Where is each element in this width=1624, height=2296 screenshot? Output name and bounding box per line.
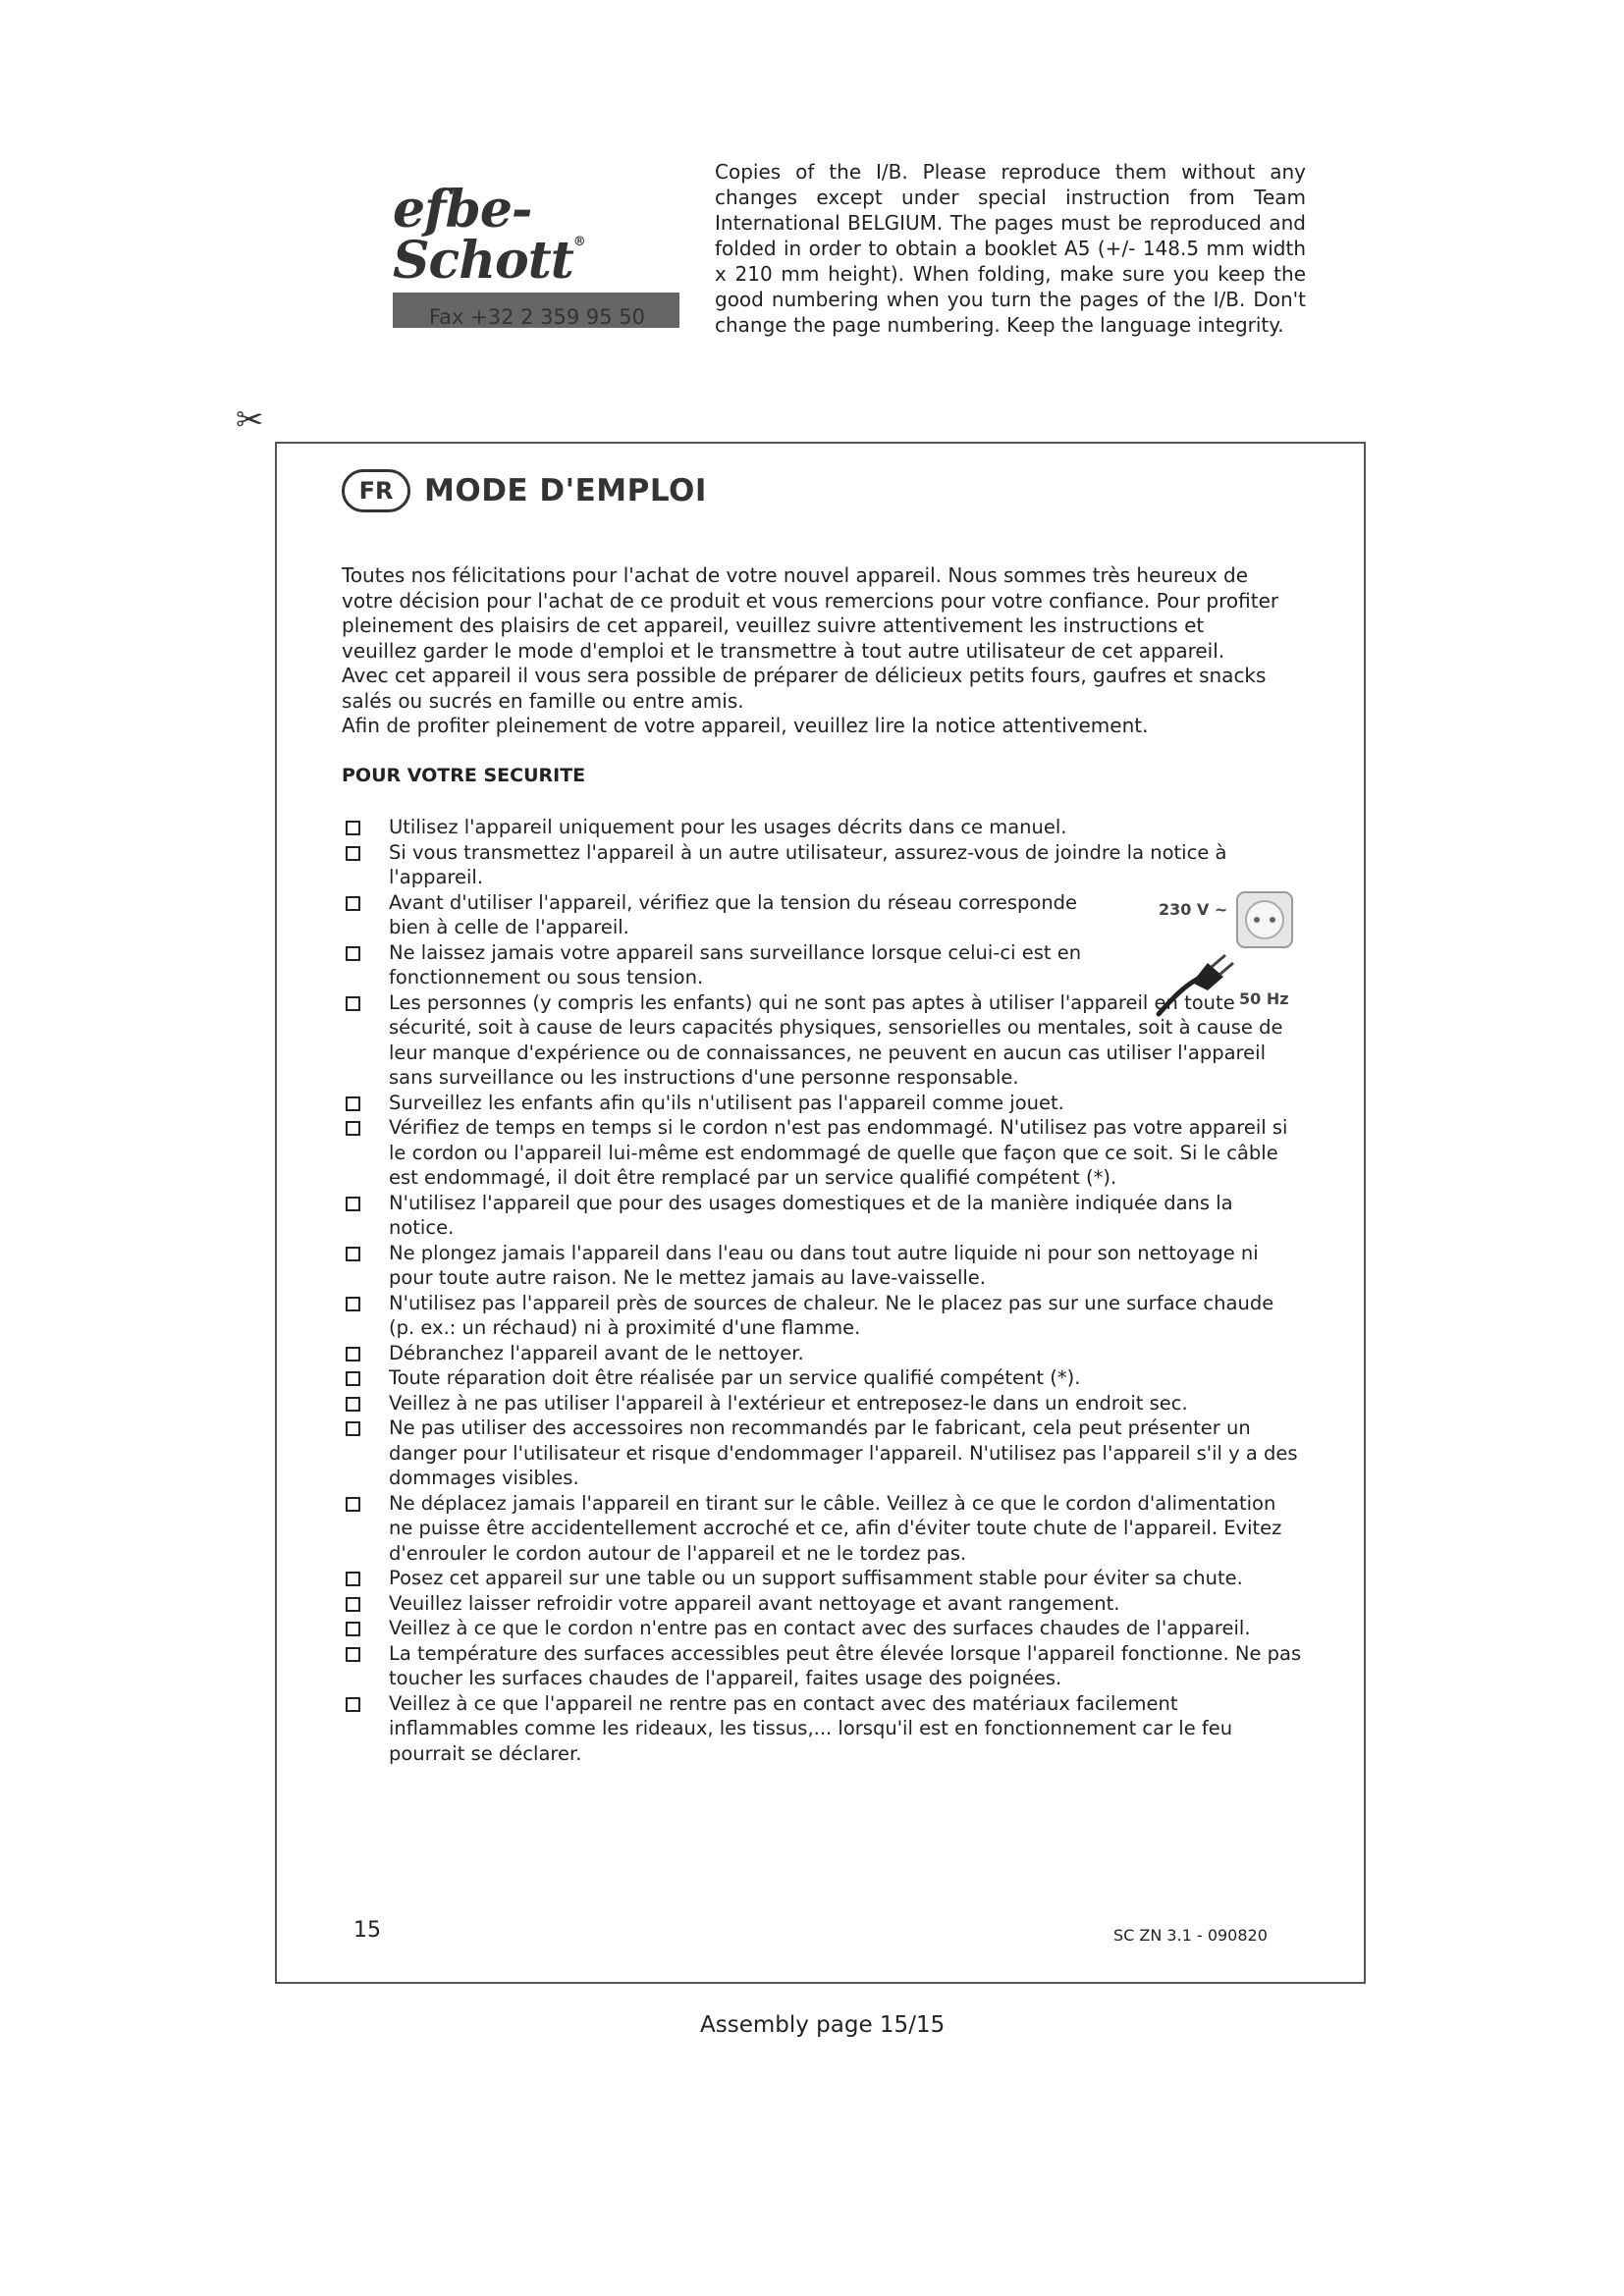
list-item: Ne plongez jamais l'appareil dans l'eau ou dans tout autre liquide ni pour son nettoyage ni pour toute autre raison. Ne le mettez jamais au lave-vaisselle. bbox=[342, 1241, 1304, 1291]
power-plug-icon bbox=[1192, 963, 1223, 990]
intro-text bbox=[342, 563, 1279, 739]
checkbox-bullet-icon bbox=[346, 1347, 360, 1362]
list-item: Ne déplacez jamais l'appareil en tirant sur le câble. Veillez à ce que le cordon d'alimentation ne puisse être accidentellement accroché et ce, afin d'éviter toute chute de l'appareil. Evitez d'enrouler le cordon autour de l'appareil et ne le tordez pas. bbox=[342, 1491, 1304, 1567]
checkbox-bullet-icon bbox=[346, 1096, 360, 1111]
checkbox-bullet-icon bbox=[346, 1622, 360, 1636]
checkbox-bullet-icon bbox=[346, 946, 360, 961]
assembly-page-label: Assembly page 15/15 bbox=[700, 2012, 946, 2038]
list-item: N'utilisez l'appareil que pour des usages domestiques et de la manière indiquée dans la notice. bbox=[342, 1191, 1304, 1241]
list-item: Veuillez laisser refroidir votre appareil avant nettoyage et avant rangement. bbox=[342, 1591, 1304, 1617]
socket-hole bbox=[1270, 917, 1275, 923]
logo-text: efbe-Schott bbox=[393, 180, 573, 291]
plug-pin bbox=[1219, 963, 1233, 975]
checkbox-bullet-icon bbox=[346, 1497, 360, 1512]
list-item: Avant d'utiliser l'appareil, vérifiez que la tension du réseau corresponde bien à celle de l'appareil. bbox=[342, 890, 1117, 940]
list-item: Veillez à ce que l'appareil ne rentre pas en contact avec des matériaux facilement inflammables comme les rideaux, les tissus,... lorsqu'il est en fonctionnement car le feu pourrait se déclarer. bbox=[342, 1691, 1304, 1767]
checkbox-bullet-icon bbox=[346, 821, 360, 835]
list-item: N'utilisez pas l'appareil près de sources de chaleur. Ne le placez pas sur une surface chaude (p. ex.: un réchaud) ni à proximité d'une flamme. bbox=[342, 1291, 1304, 1341]
checkbox-bullet-icon bbox=[346, 1197, 360, 1211]
checkbox-bullet-icon bbox=[346, 846, 360, 861]
frequency-label: 50 Hz bbox=[1239, 989, 1289, 1008]
checkbox-bullet-icon bbox=[346, 1247, 360, 1261]
safety-heading: POUR VOTRE SECURITE bbox=[342, 765, 586, 786]
checkbox-bullet-icon bbox=[346, 1371, 360, 1386]
language-badge: FR bbox=[342, 469, 410, 512]
checkbox-bullet-icon bbox=[346, 1647, 360, 1662]
list-item: La température des surfaces accessibles peut être élevée lorsque l'appareil fonctionne. Ne pas toucher les surfaces chaudes de l'appareil, faites usage des poignées. bbox=[342, 1641, 1304, 1691]
list-item: Utilisez l'appareil uniquement pour les usages décrits dans ce manuel. bbox=[342, 815, 1304, 840]
voltage-label: 230 V ~ bbox=[1159, 900, 1228, 919]
checkbox-bullet-icon bbox=[346, 896, 360, 911]
plug-pin bbox=[1212, 955, 1225, 967]
power-cord-icon bbox=[1159, 979, 1198, 1014]
checkbox-bullet-icon bbox=[346, 1121, 360, 1136]
checkbox-bullet-icon bbox=[346, 1397, 360, 1412]
document-code: SC ZN 3.1 - 090820 bbox=[1113, 1926, 1268, 1945]
registered-mark: ® bbox=[572, 235, 585, 249]
list-item: Ne pas utiliser des accessoires non recommandés par le fabricant, cela peut présenter un danger pour l'utilisateur et risque d'endommager l'appareil. N'utilisez pas l'appareil s'il y a des dommages visibles. bbox=[342, 1415, 1304, 1491]
checkbox-bullet-icon bbox=[346, 1597, 360, 1612]
manual-title-row bbox=[342, 466, 707, 515]
page-title: MODE D'EMPLOI bbox=[424, 473, 707, 508]
checkbox-bullet-icon bbox=[346, 996, 360, 1011]
reproduction-instructions: Copies of the I/B. Please reproduce them without any changes except under special instruction from Team International BELGIUM. The pages must be reproduced and folded in order to obtain a booklet A5 (+/- 148.5 mm width x 210 mm height). When folding, make sure you keep the good numbering when you turn the pages of the I/B. Don't change the page numbering. Keep the language integrity. bbox=[715, 160, 1306, 337]
list-item: Veillez à ce que le cordon n'entre pas en contact avec des surfaces chaudes de l'appareil. bbox=[342, 1616, 1304, 1641]
intro-paragraph: Afin de profiter pleinement de votre appareil, veuillez lire la notice attentivement. bbox=[342, 714, 1149, 737]
checkbox-bullet-icon bbox=[346, 1572, 360, 1586]
checkbox-bullet-icon bbox=[346, 1297, 360, 1311]
intro-paragraph: Toutes nos félicitations pour l'achat de votre nouvel appareil. Nous sommes très heureux de votre décision pour l'achat de ce produit et vous remercions pour votre confiance. Pour profiter pleinement des plaisirs de cet appareil, veuillez suivre attentivement les instructions et veuillez garder le mode d'emploi et le transmettre à tout autre utilisateur de cet appareil. bbox=[342, 563, 1279, 663]
fax-number: Fax +32 2 359 95 50 bbox=[429, 305, 646, 329]
list-item: Débranchez l'appareil avant de le nettoyer. bbox=[342, 1341, 1304, 1366]
list-item: Toute réparation doit être réalisée par un service qualifié compétent (*). bbox=[342, 1365, 1304, 1391]
list-item: Si vous transmettez l'appareil à un autre utilisateur, assurez-vous de joindre la notice à l'appareil. bbox=[342, 840, 1304, 890]
list-item: Posez cet appareil sur une table ou un support suffisamment stable pour éviter sa chute. bbox=[342, 1566, 1304, 1591]
checkbox-bullet-icon bbox=[346, 1421, 360, 1436]
intro-paragraph: Avec cet appareil il vous sera possible de préparer de délicieux petits fours, gaufres et snacks salés ou sucrés en famille ou entre amis. bbox=[342, 664, 1267, 713]
list-item: Surveillez les enfants afin qu'ils n'utilisent pas l'appareil comme jouet. bbox=[342, 1091, 1304, 1116]
socket-face bbox=[1246, 901, 1283, 938]
list-item: Les personnes (y compris les enfants) qui ne sont pas aptes à utiliser l'appareil en toute sécurité, soit à cause de leurs capacités physiques, sensorielles ou mentales, soit à cause de leur manque d'expérience ou de connaissances, ne peuvent en aucun cas utiliser l'appareil sans surveillance ou les instructions d'une personne responsable. bbox=[342, 990, 1304, 1091]
list-item: Veillez à ne pas utiliser l'appareil à l'extérieur et entreposez-le dans un endroit sec. bbox=[342, 1391, 1304, 1416]
scissors-icon: ✂ bbox=[236, 400, 264, 440]
page-number: 15 bbox=[353, 1918, 381, 1943]
list-item: Vérifiez de temps en temps si le cordon n'est pas endommagé. N'utilisez pas votre appareil si le cordon ou l'appareil lui-même est endommagé de quelle que façon que ce soit. Si le câble est endommagé, il doit être remplacé par un service qualifié compétent (*). bbox=[342, 1115, 1304, 1191]
checkbox-bullet-icon bbox=[346, 1697, 360, 1712]
list-item: Ne laissez jamais votre appareil sans surveillance lorsque celui-ci est en fonctionnement ou sous tension. bbox=[342, 940, 1117, 990]
socket-hole bbox=[1254, 917, 1260, 923]
